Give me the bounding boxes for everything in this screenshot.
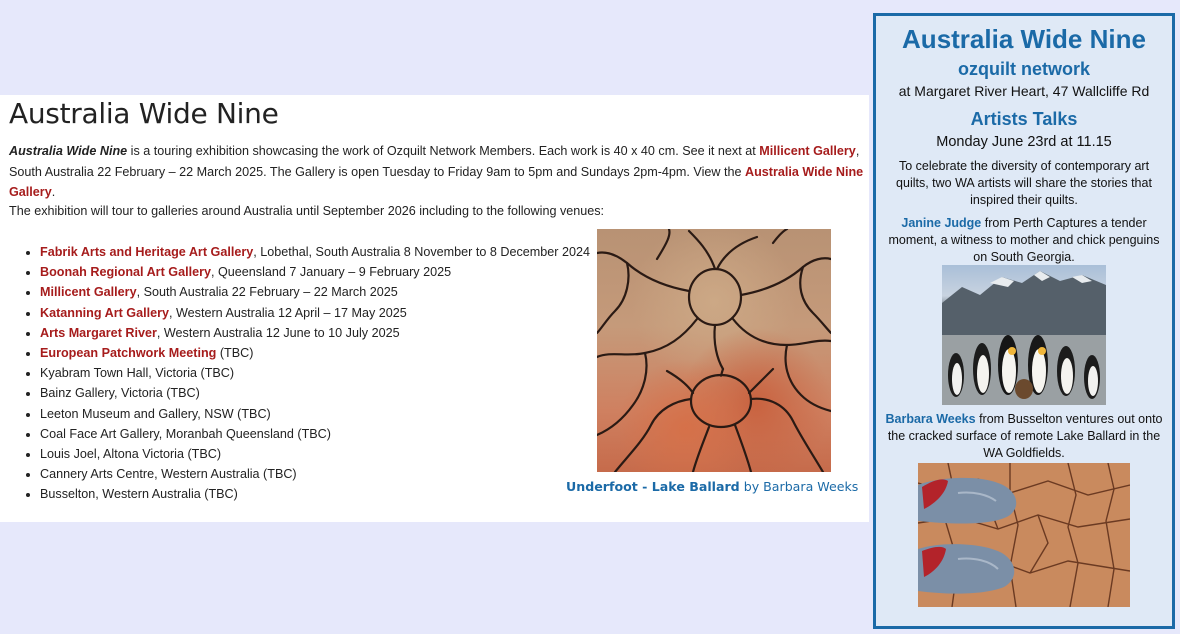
venue-details: , Western Australia 12 April – 17 May 2025 [169,305,407,320]
venue-item [40,444,590,464]
venue-item [40,303,590,323]
venue-item [40,323,590,343]
intro-text-3: . [51,185,56,199]
sidebar-subtitle: ozquilt network [958,59,1090,79]
artist-2-text: from Busselton ventures out onto the cracked surface of remote Lake Ballard in the WA Goldfields. [887,412,1163,460]
talks-description: To celebrate the diversity of contemporary art quilts, two WA artists will share the stories that inspired their quilts. [896,159,1152,207]
venue-details: Busselton, Western Australia (TBC) [40,487,238,502]
gallery-link[interactable]: Australia Wide Nine Gallery [9,164,864,199]
venue-link[interactable]: Millicent Gallery [40,285,137,300]
penguins-image [942,265,1106,405]
venue-details: , Queensland 7 January – 9 February 2025 [210,265,452,280]
venue-item [40,262,590,282]
page-title: Australia Wide Nine [9,97,279,130]
intro-text-1: is a touring exhibition showcasing the work of Ozquilt Network Members. Each work is 40 x 40 cm. See it next at [127,144,760,158]
caption-artist: by Barbara Weeks [739,479,859,494]
millicent-gallery-link[interactable]: Millicent Gallery [759,144,856,158]
venue-item [40,484,590,504]
venue-details: Kyabram Town Hall, Victoria (TBC) [40,366,235,381]
artwork-caption [566,479,858,494]
main-content [0,95,869,522]
venue-details: Louis Joel, Altona Victoria (TBC) [40,447,222,462]
talks-heading: Artists Talks [970,109,1078,129]
venue-item [40,282,590,302]
venue-link[interactable]: Fabrik Arts and Heritage Art Gallery [40,245,254,259]
venue-link[interactable]: European Patchwork Meeting [40,346,217,361]
venue-item [40,424,590,444]
venue-item [40,343,590,363]
artist-2-name: Barbara Weeks [885,412,976,426]
venue-item [40,464,590,484]
venue-details: , Western Australia 12 June to 10 July 2025 [156,325,400,340]
boots-photo [918,463,1130,607]
intro-text-2: , South Australia 22 February – 22 March 2025. The Gallery is open Tuesday to Friday 9am to 5pm and Sundays 2pm-4pm. View the [9,144,860,179]
venue-details: Coal Face Art Gallery, Moranbah Queensland (TBC) [40,426,331,441]
talks-date: Monday June 23rd at 11.15 [936,134,1112,150]
venue-details: (TBC) [216,346,254,361]
venue-link[interactable]: Boonah Regional Art Gallery [40,265,211,280]
intro-paragraph [9,141,864,203]
exhibition-name: Australia Wide Nine [9,144,128,158]
venue-item [40,404,590,424]
venue-details: Bainz Gallery, Victoria (TBC) [40,386,200,401]
venue-item [40,383,590,403]
venue-details: , Lobethal, South Australia 8 November to 8 December 2024 [253,245,590,259]
venue-list [22,242,590,505]
venue-item [40,363,590,383]
sidebar-venue: at Margaret River Heart, 47 Wallcliffe Rd [898,83,1150,99]
artists-talks-panel [873,13,1175,629]
venue-link[interactable]: Katanning Art Gallery [40,305,169,320]
venue-details: Leeton Museum and Gallery, NSW (TBC) [40,406,271,421]
venue-link[interactable]: Arts Margaret River [40,325,157,340]
venue-details: Cannery Arts Centre, Western Australia (TBC) [40,467,297,482]
artist-2-description [884,411,1164,462]
sidebar-title: Australia Wide Nine [902,24,1146,54]
artist-1-name: Janine Judge [901,216,982,230]
tour-note: The exhibition will tour to galleries around Australia until September 2026 including to the following venues: [9,204,605,218]
venue-details: , South Australia 22 February – 22 March 2025 [136,285,398,300]
artwork-image[interactable] [597,229,831,472]
artist-1-text: from Perth Captures a tender moment, a witness to mother and chick penguins on South Georgia. [888,216,1160,264]
penguin-photo [942,265,1106,405]
caption-title: Underfoot - Lake Ballard [566,479,740,494]
cracked-earth-artwork [597,229,831,472]
boots-on-cracked-earth-image [918,463,1130,607]
artist-1-description [884,215,1164,266]
venue-item [40,242,590,262]
